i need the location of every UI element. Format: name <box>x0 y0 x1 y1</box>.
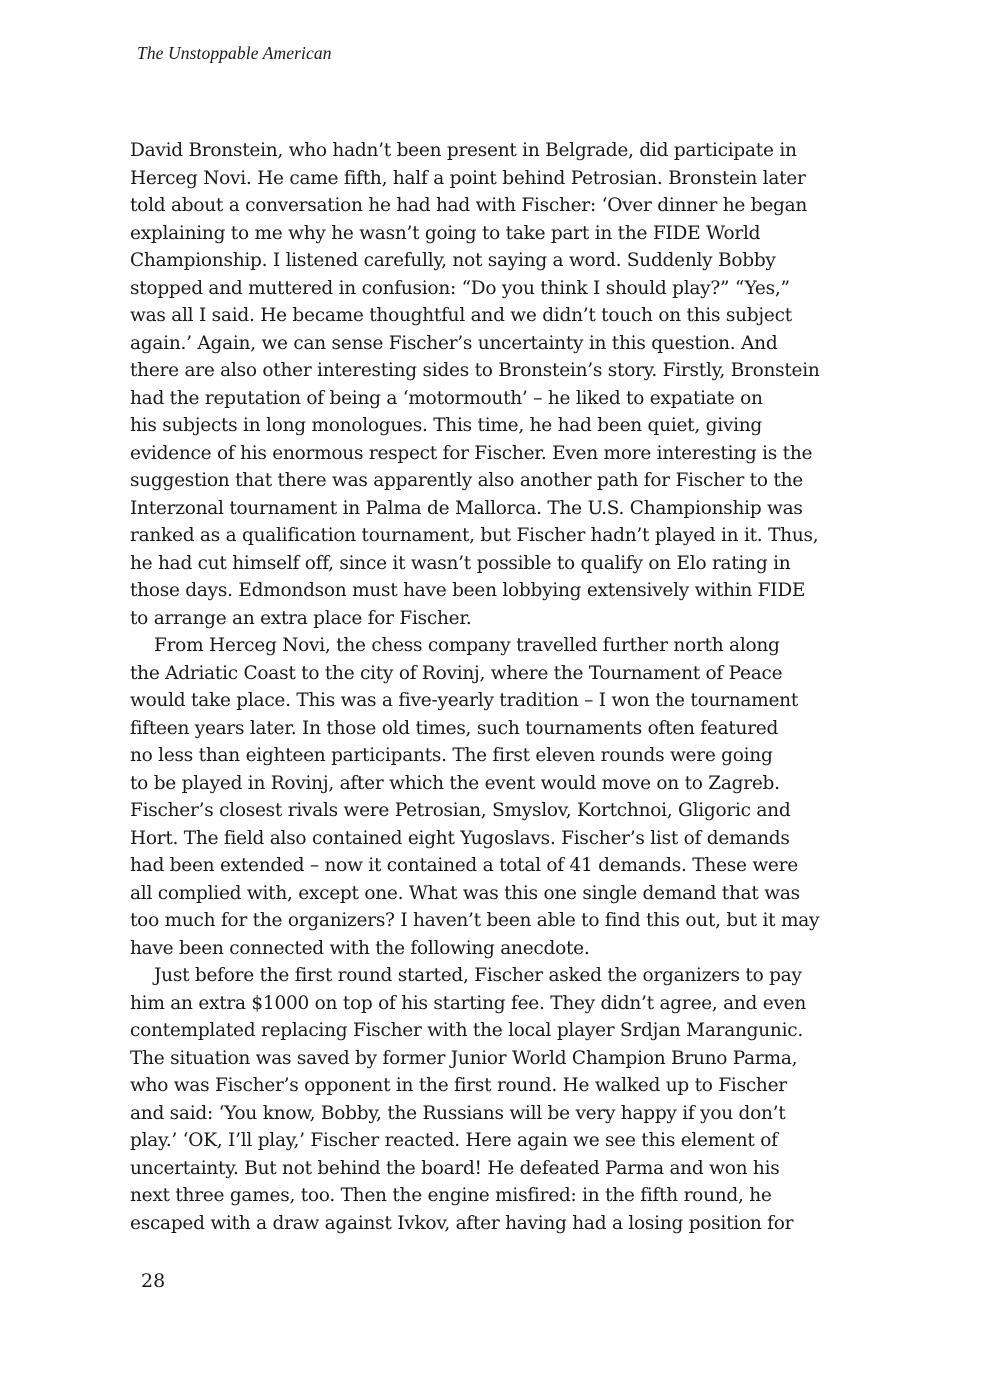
text-line: Championship. I listened carefully, not saying a word. Suddenly Bobby <box>130 250 776 271</box>
text-line: the Adriatic Coast to the city of Rovinj, where the Tournament of Peace <box>130 662 783 684</box>
running-head: The Unstoppable American <box>137 43 332 63</box>
text-line: The situation was saved by former Junior World Champion Bruno Parma, <box>130 1047 798 1069</box>
text-line: again.’ Again, we can sense Fischer’s uncertainty in this question. And <box>130 332 778 354</box>
text-line: ranked as a qualification tournament, but Fischer hadn’t played in it. Thus, <box>130 525 819 546</box>
text-line: escaped with a draw against Ivkov, after having had a losing position for <box>130 1212 794 1234</box>
text-line: his subjects in long monologues. This time, he had been quiet, giving <box>130 415 763 436</box>
text-line: to arrange an extra place for Fischer. <box>130 607 472 629</box>
paragraph <box>130 632 870 962</box>
text-line: would take place. This was a five-yearly tradition – I won the tournament <box>130 690 799 711</box>
text-line: had the reputation of being a ‘motormouth’ – he liked to expatiate on <box>130 387 763 409</box>
text-line: have been connected with the following anecdote. <box>130 937 590 959</box>
text-line: suggestion that there was apparently also another path for Fischer to the <box>130 470 803 491</box>
text-line: Herceg Novi. He came fifth, half a point behind Petrosian. Bronstein later <box>130 167 806 189</box>
text-line: him an extra $1000 on top of his starting fee. They didn’t agree, and even <box>130 992 807 1014</box>
text-line: Fischer’s closest rivals were Petrosian, Smyslov, Kortchnoi, Gligoric and <box>130 800 791 821</box>
text-line: he had cut himself off, since it wasn’t possible to qualify on Elo rating in <box>130 552 791 574</box>
text-line: explaining to me why he wasn’t going to take part in the FIDE World <box>130 222 761 244</box>
page-number: 28 <box>141 1270 166 1292</box>
paragraph <box>130 962 870 1237</box>
text-line: who was Fischer’s opponent in the first round. He walked up to Fischer <box>130 1075 787 1096</box>
text-line: Just before the first round started, Fischer asked the organizers to pay <box>154 965 802 986</box>
text-line: From Herceg Novi, the chess company travelled further north along <box>154 635 780 656</box>
text-line: to be played in Rovinj, after which the event would move on to Zagreb. <box>130 772 780 794</box>
text-line: stopped and muttered in confusion: “Do you think I should play?” “Yes,” <box>130 277 790 299</box>
text-line: no less than eighteen participants. The first eleven rounds were going <box>130 745 773 766</box>
text-line: Hort. The field also contained eight Yugoslavs. Fischer’s list of demands <box>130 827 790 849</box>
text-line: David Bronstein, who hadn’t been present in Belgrade, did participate in <box>130 140 797 161</box>
text-line: told about a conversation he had had with Fischer: ‘Over dinner he began <box>130 195 808 216</box>
text-line: was all I said. He became thoughtful and we didn’t touch on this subject <box>130 305 792 326</box>
text-line: too much for the organizers? I haven’t been able to find this out, but it may <box>130 910 820 931</box>
text-line: fifteen years later. In those old times, such tournaments often featured <box>130 717 779 739</box>
text-line: next three games, too. Then the engine misfired: in the fifth round, he <box>130 1185 772 1206</box>
text-line: Interzonal tournament in Palma de Mallorca. The U.S. Championship was <box>130 497 803 519</box>
text-line: contemplated replacing Fischer with the local player Srdjan Marangunic. <box>130 1020 804 1041</box>
text-line: evidence of his enormous respect for Fischer. Even more interesting is the <box>130 442 813 464</box>
text-line: those days. Edmondson must have been lobbying extensively within FIDE <box>130 580 806 601</box>
paragraph <box>130 137 870 632</box>
text-line: play.’ ‘OK, I’ll play,’ Fischer reacted. Here again we see this element of <box>130 1130 778 1151</box>
text-line: there are also other interesting sides to Bronstein’s story. Firstly, Bronstein <box>130 360 820 381</box>
text-line: uncertainty. But not behind the board! He defeated Parma and won his <box>130 1157 780 1179</box>
text-line: and said: ‘You know, Bobby, the Russians will be very happy if you don’t <box>130 1102 786 1124</box>
text-line: all complied with, except one. What was this one single demand that was <box>130 882 800 904</box>
text-line: had been extended – now it contained a total of 41 demands. These were <box>130 855 798 876</box>
body-text <box>130 137 870 1237</box>
